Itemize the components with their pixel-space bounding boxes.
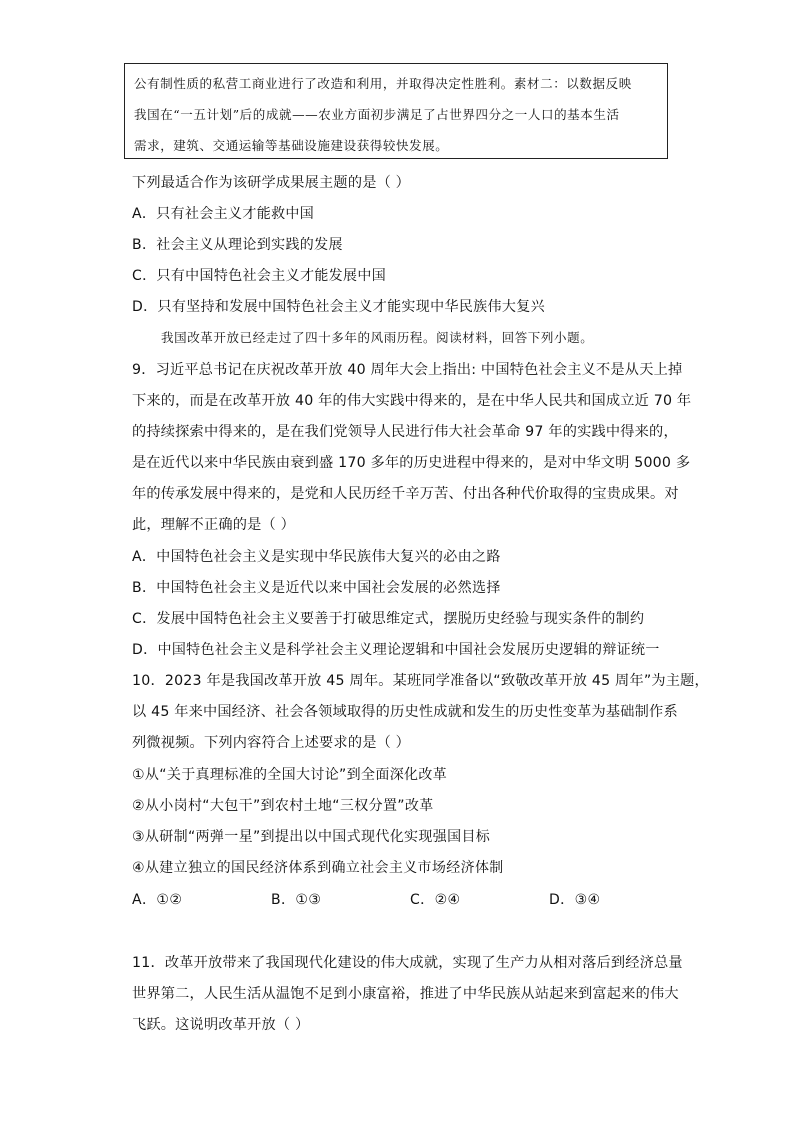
q10-item-1: ①从“关于真理标准的全国大讨论”到全面深化改革 [132, 767, 448, 783]
q10-line: 10．2023 年是我国改革开放 45 周年。某班同学准备以“致敬改革开放 45 周年”为主题， [132, 673, 709, 689]
q9-option-b[interactable]: B．中国特色社会主义是近代以来中国社会发展的必然选择 [132, 580, 501, 596]
q8-option-c[interactable]: C．只有中国特色社会主义才能发展中国 [132, 268, 387, 284]
q10-item-4: ④从建立独立的国民经济体系到确立社会主义市场经济体制 [132, 860, 504, 876]
q10-line: 以 45 年来中国经济、社会各领域取得的历史性成就和发生的历史性变革为基础制作系 [132, 704, 678, 720]
q11-line: 世界第二，人民生活从温饱不足到小康富裕，推进了中华民族从站起来到富起来的伟大 [132, 986, 679, 1002]
q8-option-b[interactable]: B．社会主义从理论到实践的发展 [132, 237, 343, 253]
material-line: 公有制性质的私营工商业进行了改造和利用，并取得决定性胜利。素材二：以数据反映 [134, 76, 632, 91]
q10-line: 列微视频。下列内容符合上述要求的是（ ） [132, 735, 411, 751]
q9-line: 的持续探索中得来的，是在我们党领导人民进行伟大社会革命 97 年的实践中得来的， [132, 424, 678, 440]
q8-stem: 下列最适合作为该研学成果展主题的是（ ） [132, 175, 411, 191]
q9-line: 此，理解不正确的是（ ） [132, 517, 295, 533]
q10-item-3: ③从研制“两弹一星”到提出以中国式现代化实现强国目标 [132, 829, 491, 845]
q9-option-d[interactable]: D．中国特色社会主义是科学社会主义理论逻辑和中国社会发展历史逻辑的辩证统一 [132, 642, 660, 658]
material-line: 需求，建筑、交通运输等基础设施建设获得较快发展。 [134, 138, 449, 153]
q9-line: 9．习近平总书记在庆祝改革开放 40 周年大会上指出: 中国特色社会主义不是从天上掉 [132, 362, 683, 378]
q10-option-d[interactable]: D．③④ [549, 892, 601, 908]
q8-option-a[interactable]: A．只有社会主义才能救中国 [132, 206, 315, 222]
q9-line: 是在近代以来中华民族由衰到盛 170 多年的历史进程中得来的，是对中华文明 5000 多 [132, 455, 691, 471]
material-line: 我国在“一五计划”后的成就——农业方面初步满足了占世界四分之一人口的基本生活 [134, 107, 620, 122]
q10-option-c[interactable]: C．②④ [410, 892, 461, 908]
q9-line: 年的传承发展中得来的，是党和人民历经千辛万苦、付出各种代价取得的宝贵成果。对 [132, 486, 679, 502]
q11-line: 11．改革开放带来了我国现代化建设的伟大成就，实现了生产力从相对落后到经济总量 [132, 955, 683, 971]
q10-option-b[interactable]: B．①③ [271, 892, 322, 908]
q9-option-c[interactable]: C．发展中国特色社会主义要善于打破思维定式，摆脱历史经验与现实条件的制约 [132, 611, 645, 627]
q9-option-a[interactable]: A．中国特色社会主义是实现中华民族伟大复兴的必由之路 [132, 549, 501, 565]
q8-option-d[interactable]: D．只有坚持和发展中国特色社会主义才能实现中华民族伟大复兴 [132, 299, 545, 315]
q10-option-a[interactable]: A．①② [132, 892, 183, 908]
q10-item-2: ②从小岗村“大包干”到农村土地“三权分置”改革 [132, 798, 434, 814]
material-box [124, 63, 668, 159]
section-intro: 我国改革开放已经走过了四十多年的风雨历程。阅读材料，回答下列小题。 [161, 330, 594, 345]
q9-line: 下来的，而是在改革开放 40 年的伟大实践中得来的，是在中华人民共和国成立近 70 年 [132, 393, 692, 409]
q11-line: 飞跃。这说明改革开放（ ） [132, 1017, 310, 1033]
